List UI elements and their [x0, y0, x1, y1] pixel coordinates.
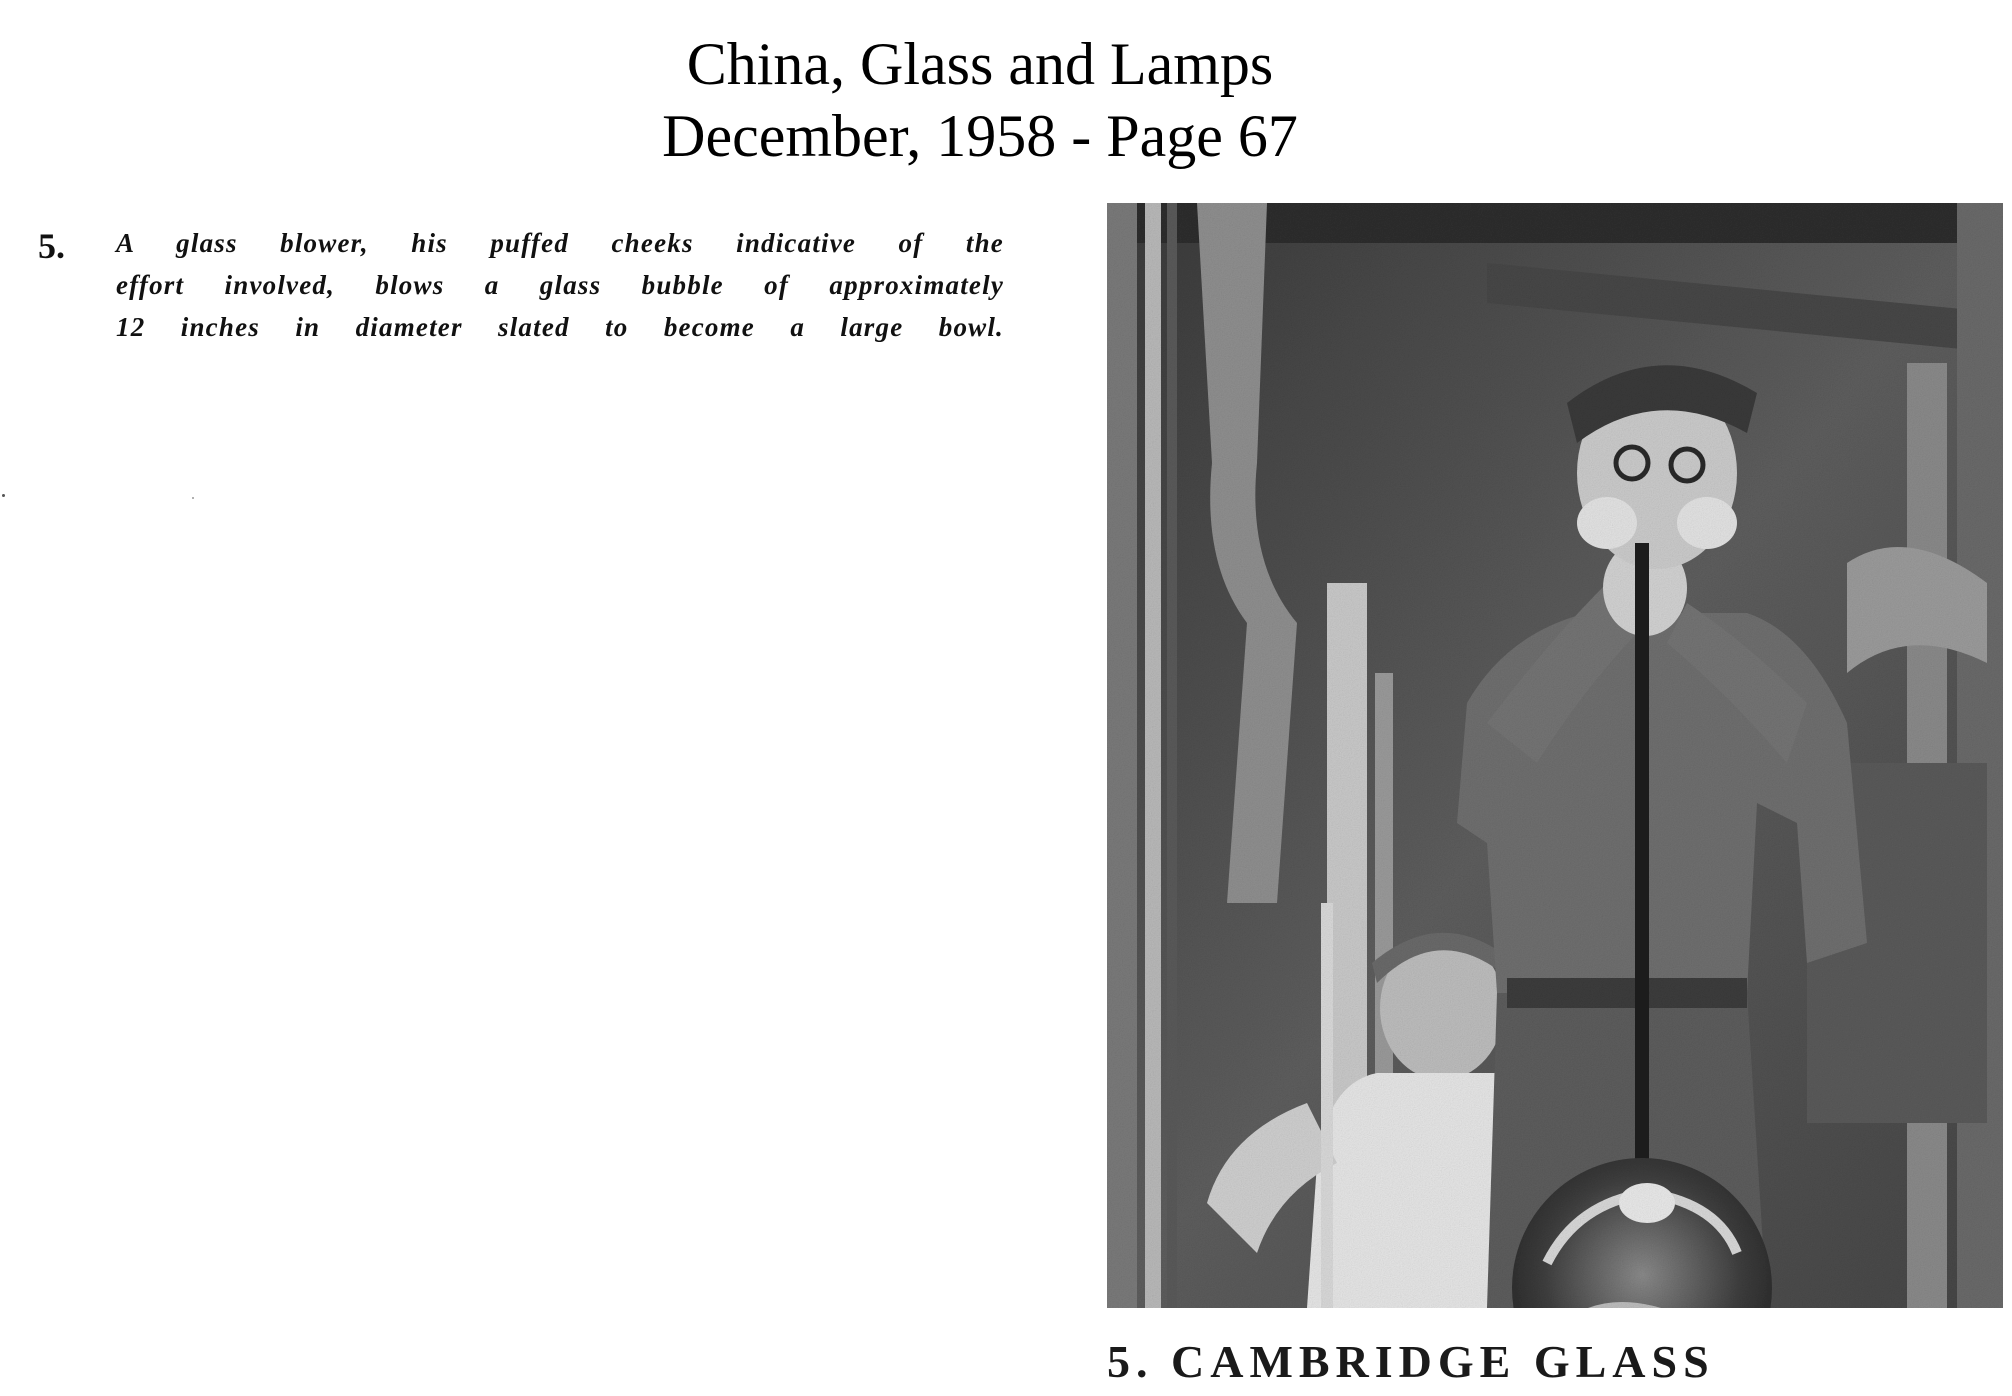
- caption-text: [116, 222, 1004, 348]
- caption-line: 12 inches in diameter slated to become a large bowl.: [116, 312, 1004, 342]
- scan-speck: [2, 494, 5, 497]
- caption-line: effort involved, blows a glass bubble of approximately: [116, 270, 1004, 300]
- page-header: [0, 28, 1960, 172]
- scan-speck: [192, 497, 194, 499]
- publication-title: China, Glass and Lamps: [686, 31, 1274, 97]
- publication-date-page: December, 1958 - Page 67: [662, 103, 1298, 169]
- caption-number: 5.: [38, 226, 65, 266]
- photo-label: 5. CAMBRIDGE GLASS: [1107, 1336, 1715, 1387]
- glassblower-photo: [1107, 203, 2003, 1308]
- caption-line: A glass blower, his puffed cheeks indicative of the: [116, 228, 1004, 258]
